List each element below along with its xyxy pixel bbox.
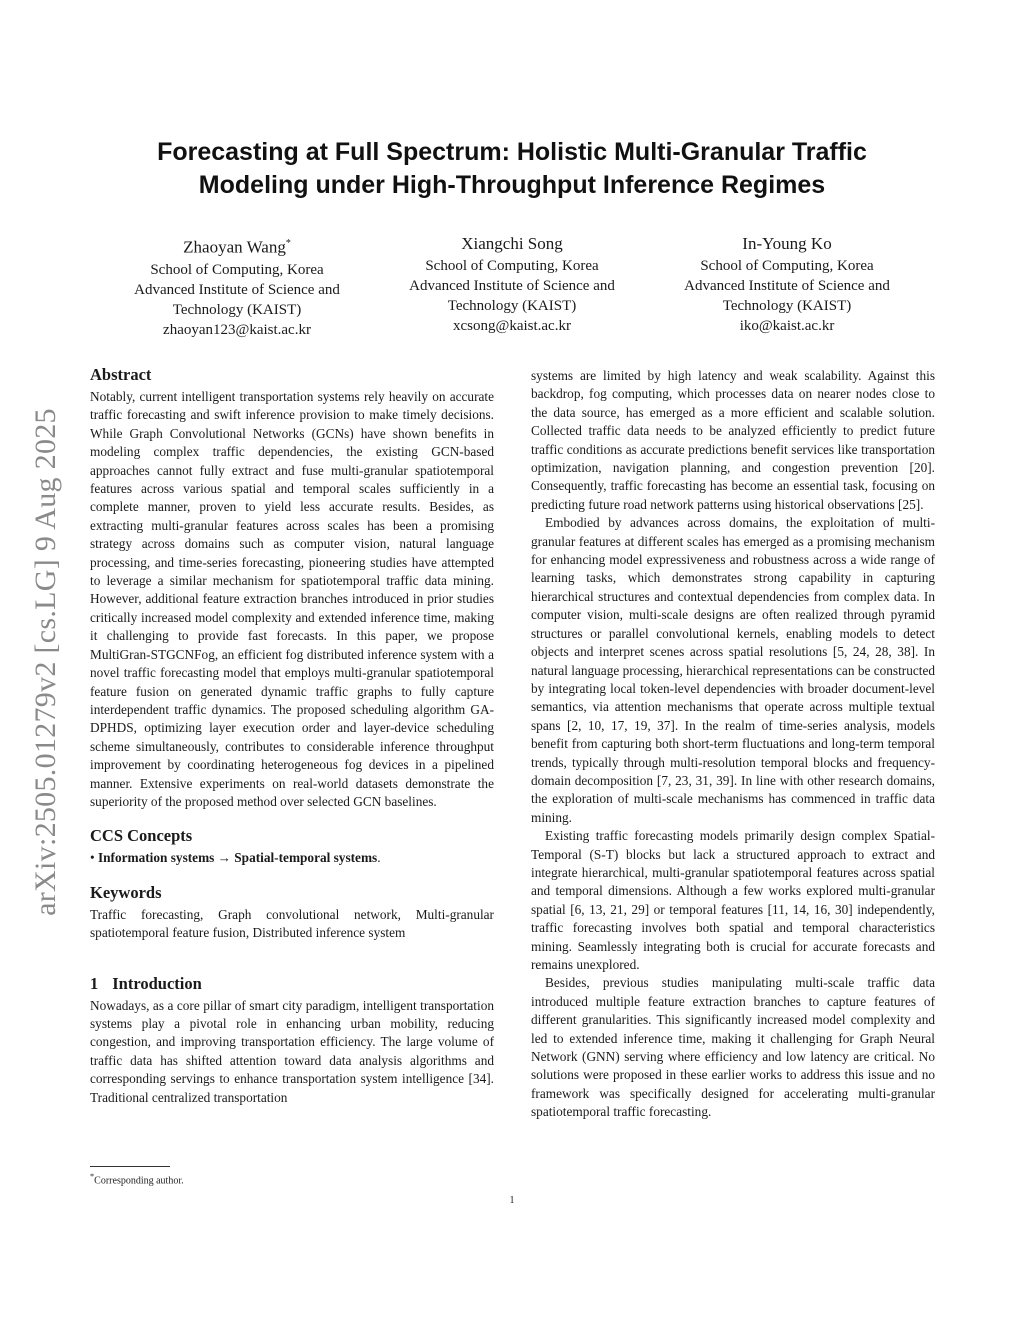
footnote [90, 1172, 184, 1186]
intro-paragraph-3: Existing traffic forecasting models primarily design complex Spatial-Temporal (S-T) blocks but lack a structured approach to extract and integrate hierarchical, multi-granular spatiotemporal features across spatial and temporal dimensions. Although a few works explored multi-granular spatial [6, 13, 21, 29] or temporal features [11, 14, 16, 30] independently, traffic forecasting involves both spatial and temporal characteristics mining. Seamlessly integrating both is crucial for accurate forecasts and remains unexplored. [531, 828, 935, 972]
paper-title [90, 136, 934, 202]
footnote-rule [90, 1166, 170, 1167]
intro-paragraph-1: Nowadays, as a core pillar of smart city paradigm, intelligent transportation systems play a pivotal role in enhancing urban mobility, reducing congestion, and improving transportation efficiency. The large volume of traffic data has shifted attention toward data analysis algorithms and corresponding servings to enhance transportation system intelligence [34]. Traditional centralized transportation [90, 997, 494, 1105]
author-affiliation: School of Computing, Korea [150, 261, 324, 278]
intro-paragraph-1-continued: systems are limited by high latency and weak scalability. Against this backdrop, fog computing, which processes data on nearer nodes close to the data source, has emerged as a more efficient and scalable solution. Collected traffic data needs to be analyzed efficiently to predict future traffic conditions as accurate predictions benefit services like transportation optimization, navigation planning, and congestion prevention [20]. Consequently, traffic forecasting has become an essential task, focusing on predicting future road network patterns using historical observations [25]. [531, 368, 935, 512]
page-number: 1 [509, 1195, 515, 1206]
ccs-subconcept: Spatial-temporal systems [234, 850, 378, 866]
abstract-text: Notably, current intelligent transportation systems rely heavily on accurate traffic forecasting and swift inference provision to make timely decisions. While Graph Convolutional Networks (GCNs) have shown benefits in modeling complex traffic dependencies, the existing GCN-based approaches cannot fully extract and fuse multi-granular spatiotemporal features across various spatial and temporal scales sufficiently in a complete manner, proven to yield less accurate results. Besides, as extracting multi-granular features across scales has been a promising strategy across domains such as computer vision, natural language processing, and time-series forecasting, pioneering studies have attempted to leverage a similar mechanism for spatiotemporal traffic data mining. However, additional feature extraction branches introduced in prior studies critically increased model complexity and extended inference time, making it challenging to provide fast forecasts. In this paper, we propose MultiGran-STGCNFog, an efficient fog distributed inference system with a novel traffic forecasting model that employs multi-granular spatiotemporal feature fusion on generated dynamic traffic graphs to fully capture interdependent traffic dynamics. The proposed scheduling algorithm GA-DPHDS, optimizing layer execution order and layer-device scheduling scheme simultaneously, contributes to considerable inference throughput improvement by coordinating heterogeneous fog devices in a pipelined manner. Extensive experiments on real-world datasets demonstrate the superiority of the proposed method over selected GCN baselines. [90, 389, 494, 809]
section-number: 1 [90, 973, 99, 993]
right-column [531, 367, 935, 1122]
bullet: • [90, 850, 95, 866]
author-email: zhaoyan123@kaist.ac.kr [163, 321, 311, 338]
author-email: xcsong@kaist.ac.kr [453, 318, 571, 334]
title-line-1: Forecasting at Full Spectrum: Holistic Multi-Granular Traffic [157, 138, 867, 166]
author-affiliation: Advanced Institute of Science and [134, 281, 340, 298]
author-1 [107, 232, 367, 340]
author-2 [382, 232, 642, 336]
ccs-period: . [377, 850, 381, 866]
footnote-mark: * [90, 1172, 95, 1181]
abstract-heading: Abstract [90, 365, 152, 384]
author-3 [657, 232, 917, 336]
author-email: iko@kaist.ac.kr [739, 318, 835, 334]
author-block [0, 232, 1024, 342]
author-name: Zhaoyan Wang [183, 237, 286, 257]
author-affiliation: Technology (KAIST) [722, 298, 852, 314]
left-column [90, 364, 494, 1107]
intro-paragraph-2: Embodied by advances across domains, the exploitation of multi-granular features at different scales has emerged as a promising mechanism for enhancing model expressiveness and robustness across a wide range of learning tasks, which demonstrates strong capability in capturing hierarchical structures and contextual dependencies from complex data. In computer vision, multi-scale designs are often realized through pyramid structures or parallel convolutional kernels, enabling models to detect objects and interpret scenes across spatial resolutions [5, 24, 28, 38]. In natural language processing, hierarchical representations can be constructed by integrating local token-level dependencies with broader document-level semantics, via attention mechanisms that operate across multiple textual spans [2, 10, 17, 19, 37]. In the realm of time-series analysis, models benefit from capturing both short-term fluctuations and long-term temporal trends, typically through multi-resolution temporal blocks and frequency-domain decomposition [7, 23, 31, 39]. In line with other research domains, the exploration of multi-scale mechanisms has commenced in traffic data mining. [531, 515, 935, 825]
ccs-concept-line [90, 849, 494, 867]
author-affiliation: Technology (KAIST) [172, 301, 302, 318]
title-line-2: Modeling under High-Throughput Inference Regimes [198, 171, 826, 199]
author-affiliation: Advanced Institute of Science and [409, 278, 615, 294]
keywords-heading: Keywords [90, 882, 162, 902]
author-affiliation: Technology (KAIST) [447, 298, 577, 314]
arrow-icon: → [217, 850, 231, 866]
author-affiliation: School of Computing, Korea [700, 258, 874, 274]
section-title: Introduction [112, 973, 202, 993]
intro-paragraph-4: Besides, previous studies manipulating multi-scale traffic data introduced multiple feature extraction branches to capture features of different granularities. This significantly increased model complexity and led to extended inference time, making it challenging for Graph Neural Network (GNN) serving where efficiency and low latency are critical. No solutions were proposed in these earlier works to address this issue and no framework was specifically designed for accelerating multi-granular spatiotemporal traffic forecasting. [531, 975, 935, 1120]
ccs-heading: CCS Concepts [90, 826, 193, 846]
author-name: In-Young Ko [742, 234, 832, 253]
keywords-text: Traffic forecasting, Graph convolutional network, Multi-granular spatiotemporal feature fusion, Distributed inference system [90, 906, 494, 941]
author-affiliation: Advanced Institute of Science and [684, 278, 890, 294]
author-affiliation: School of Computing, Korea [425, 258, 599, 274]
footnote-text: Corresponding author. [94, 1175, 184, 1187]
author-name: Xiangchi Song [461, 234, 563, 253]
corresponding-mark: * [285, 238, 291, 249]
arxiv-identifier: arXiv:2505.01279v2 [cs.LG] 9 Aug 2025 [29, 408, 62, 916]
ccs-concept: Information systems [97, 850, 215, 866]
introduction-heading [90, 973, 494, 995]
